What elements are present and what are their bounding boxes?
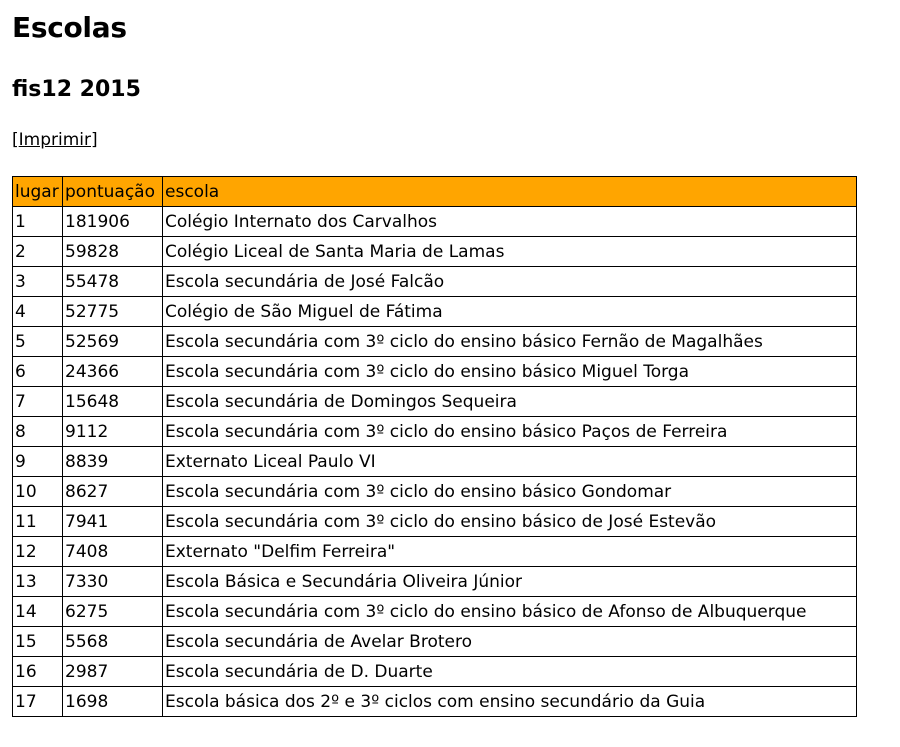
table-row bbox=[13, 597, 857, 627]
table-row bbox=[13, 237, 857, 267]
print-line bbox=[12, 129, 900, 151]
table-row bbox=[13, 687, 857, 717]
ranking-table bbox=[12, 176, 857, 717]
print-bracket-open: [ bbox=[12, 130, 19, 150]
table-body bbox=[13, 207, 857, 717]
cell-pontuacao: 7408 bbox=[63, 537, 163, 567]
table-row bbox=[13, 537, 857, 567]
cell-escola: Escola secundária com 3º ciclo do ensino básico Gondomar bbox=[163, 477, 857, 507]
print-link[interactable]: Imprimir bbox=[18, 130, 91, 150]
table-row bbox=[13, 657, 857, 687]
page-title: Escolas bbox=[12, 11, 127, 44]
cell-pontuacao: 55478 bbox=[63, 267, 163, 297]
cell-escola: Escola básica dos 2º e 3º ciclos com ensino secundário da Guia bbox=[163, 687, 857, 717]
column-header-lugar: lugar bbox=[13, 177, 63, 207]
cell-pontuacao: 7941 bbox=[63, 507, 163, 537]
cell-lugar: 13 bbox=[13, 567, 63, 597]
column-header-escola: escola bbox=[163, 177, 857, 207]
table-row bbox=[13, 447, 857, 477]
cell-escola: Externato Liceal Paulo VI bbox=[163, 447, 857, 477]
cell-escola: Escola secundária de D. Duarte bbox=[163, 657, 857, 687]
cell-pontuacao: 9112 bbox=[63, 417, 163, 447]
cell-pontuacao: 6275 bbox=[63, 597, 163, 627]
cell-pontuacao: 8627 bbox=[63, 477, 163, 507]
cell-lugar: 7 bbox=[13, 387, 63, 417]
cell-pontuacao: 15648 bbox=[63, 387, 163, 417]
table-row bbox=[13, 267, 857, 297]
cell-pontuacao: 8839 bbox=[63, 447, 163, 477]
cell-lugar: 16 bbox=[13, 657, 63, 687]
cell-escola: Escola secundária de Avelar Brotero bbox=[163, 627, 857, 657]
cell-pontuacao: 52775 bbox=[63, 297, 163, 327]
cell-pontuacao: 181906 bbox=[63, 207, 163, 237]
cell-lugar: 4 bbox=[13, 297, 63, 327]
print-bracket-close: ] bbox=[91, 130, 98, 150]
table-header-row bbox=[13, 177, 857, 207]
cell-lugar: 10 bbox=[13, 477, 63, 507]
cell-escola: Escola secundária de Domingos Sequeira bbox=[163, 387, 857, 417]
table-row bbox=[13, 417, 857, 447]
cell-pontuacao: 5568 bbox=[63, 627, 163, 657]
cell-pontuacao: 2987 bbox=[63, 657, 163, 687]
cell-lugar: 15 bbox=[13, 627, 63, 657]
cell-escola: Escola secundária com 3º ciclo do ensino básico Paços de Ferreira bbox=[163, 417, 857, 447]
cell-escola: Escola Básica e Secundária Oliveira Júnior bbox=[163, 567, 857, 597]
cell-pontuacao: 52569 bbox=[63, 327, 163, 357]
cell-lugar: 12 bbox=[13, 537, 63, 567]
cell-escola: Escola secundária com 3º ciclo do ensino básico de Afonso de Albuquerque bbox=[163, 597, 857, 627]
column-header-pontuacao: pontuação bbox=[63, 177, 163, 207]
table-row bbox=[13, 327, 857, 357]
cell-escola: Colégio de São Miguel de Fátima bbox=[163, 297, 857, 327]
cell-lugar: 1 bbox=[13, 207, 63, 237]
cell-lugar: 6 bbox=[13, 357, 63, 387]
table-row bbox=[13, 207, 857, 237]
page-subtitle: fis12 2015 bbox=[12, 77, 141, 102]
cell-pontuacao: 59828 bbox=[63, 237, 163, 267]
cell-escola: Escola secundária com 3º ciclo do ensino básico Miguel Torga bbox=[163, 357, 857, 387]
cell-lugar: 9 bbox=[13, 447, 63, 477]
table-row bbox=[13, 297, 857, 327]
cell-lugar: 5 bbox=[13, 327, 63, 357]
table-row bbox=[13, 477, 857, 507]
cell-lugar: 11 bbox=[13, 507, 63, 537]
cell-pontuacao: 7330 bbox=[63, 567, 163, 597]
cell-lugar: 17 bbox=[13, 687, 63, 717]
cell-escola: Escola secundária com 3º ciclo do ensino básico Fernão de Magalhães bbox=[163, 327, 857, 357]
cell-escola: Colégio Liceal de Santa Maria de Lamas bbox=[163, 237, 857, 267]
cell-lugar: 2 bbox=[13, 237, 63, 267]
table-row bbox=[13, 627, 857, 657]
table-row bbox=[13, 507, 857, 537]
cell-escola: Colégio Internato dos Carvalhos bbox=[163, 207, 857, 237]
cell-escola: Escola secundária com 3º ciclo do ensino básico de José Estevão bbox=[163, 507, 857, 537]
cell-lugar: 8 bbox=[13, 417, 63, 447]
cell-lugar: 3 bbox=[13, 267, 63, 297]
cell-escola: Externato "Delfim Ferreira" bbox=[163, 537, 857, 567]
table-row bbox=[13, 387, 857, 417]
cell-lugar: 14 bbox=[13, 597, 63, 627]
cell-escola: Escola secundária de José Falcão bbox=[163, 267, 857, 297]
table-row bbox=[13, 567, 857, 597]
cell-pontuacao: 24366 bbox=[63, 357, 163, 387]
table-row bbox=[13, 357, 857, 387]
cell-pontuacao: 1698 bbox=[63, 687, 163, 717]
